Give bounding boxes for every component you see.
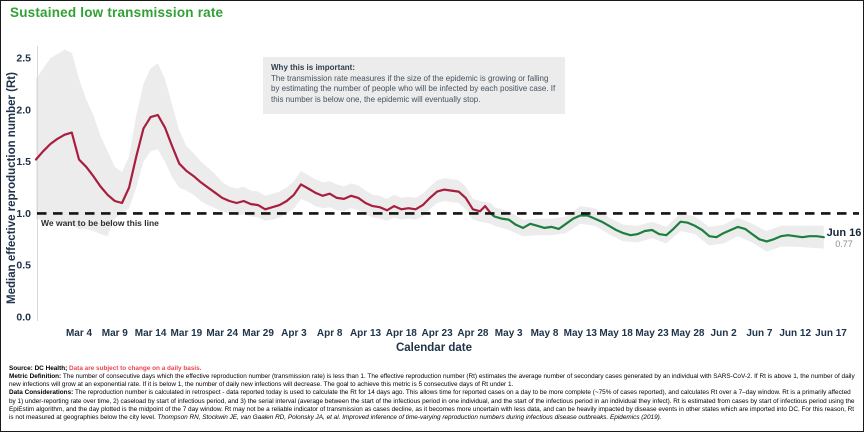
- y-tick-label: 1.5: [16, 156, 31, 169]
- x-tick-label: May 18: [599, 328, 633, 339]
- x-tick-label: Apr 28: [457, 328, 489, 339]
- latest-point-date: Jun 16: [826, 227, 862, 239]
- why-important-callout: [263, 57, 565, 114]
- rt-chart: [1, 1, 864, 363]
- below-line-annotation: We want to be below this line: [41, 218, 159, 228]
- x-tick-label: Apr 18: [385, 328, 417, 339]
- source-disclaimer: Data are subject to change on a daily basis.: [69, 365, 202, 372]
- y-axis-ticks: [16, 53, 31, 324]
- y-tick-label: 2.5: [16, 52, 31, 65]
- x-tick-label: May 13: [563, 328, 597, 339]
- y-tick-label: 0.0: [16, 311, 31, 324]
- x-axis-ticks: [66, 328, 847, 339]
- x-tick-label: Mar 4: [65, 328, 93, 339]
- x-tick-label: Jun 2: [710, 328, 737, 339]
- citation: Thompson RN, Stockwin JE, van Gaalen RD, Polonsky JA, et al. Improved inference of time-varying reproduction numbers during infectious disease outbreaks. Epidemics (2019).: [157, 413, 662, 421]
- latest-point-value: 0.77: [835, 239, 853, 250]
- page-title: Sustained low transmission rate: [10, 5, 224, 20]
- source-label: Source: DC Health;: [9, 365, 68, 372]
- x-tick-label: May 23: [635, 328, 669, 339]
- x-axis-title: Calendar date: [395, 342, 473, 354]
- footer-notes: [9, 365, 857, 422]
- y-tick-label: 0.5: [16, 259, 31, 272]
- y-axis-title: Median effective reproduction number (Rt): [6, 72, 18, 304]
- why-important-heading: Why this is important:: [271, 63, 355, 72]
- why-important-body: The transmission rate measures if the size of the epidemic is growing or falling by estimating the number of people who will be infected by each positive case. If this number is below one, the epidemic will eventually stop.: [271, 73, 556, 105]
- x-tick-label: Jun 12: [779, 328, 812, 339]
- y-tick-label: 1.0: [16, 207, 31, 220]
- y-tick-label: 2.0: [16, 104, 31, 117]
- x-tick-label: Mar 24: [206, 328, 239, 339]
- x-tick-label: Apr 13: [349, 328, 382, 339]
- x-tick-label: Mar 19: [170, 328, 203, 339]
- x-tick-label: Mar 29: [242, 328, 274, 339]
- x-tick-label: Apr 23: [421, 328, 453, 339]
- x-tick-label: Mar 9: [101, 328, 128, 339]
- latest-point-annotation: [821, 227, 864, 250]
- x-tick-label: Apr 3: [281, 328, 307, 339]
- x-tick-label: Mar 14: [134, 328, 167, 339]
- x-tick-label: May 28: [671, 328, 705, 339]
- x-tick-label: Jun 7: [746, 328, 773, 339]
- source-line: [9, 365, 857, 373]
- x-tick-label: Jun 17: [815, 328, 847, 339]
- x-tick-label: May 8: [530, 328, 559, 339]
- metric-definition: Metric Definition: The number of consecutive days which the effective reproduction number (transmission rate) is less than 1. The effective reproduction number (Rt) estimates the average number of secondary cases generated by an individual with SARS-CoV-2. If Rt is above 1, the number of daily new infections will grow at an exponential rate. If it is below 1, the number of daily new infections will decrease. The goal to achieve this metric is 5 consecutive days of Rt under 1.: [9, 373, 855, 389]
- x-tick-label: Apr 8: [316, 328, 343, 339]
- x-tick-label: May 3: [494, 328, 523, 339]
- data-considerations: Data Considerations: The reproduction number is calculated in retrospect - data reported today is used to calculate the Rt for 14 days ago. This allows time for reported cases on a day to be more complete (~75% of cases reported), and calculates Rt over a 7–day window. Rt is a primarily affected by 1) under-reporting rate over time, 2) caseload by start of infectious period, and 3) the serial interval (average between the start of the infectious period in one individual, and the start of the infectious period in an individual they infect). Rt is estimated from cases by start of infectious period using the EpiEstim algorithm, and the day plotted is the midpoint of the 7 day window. Rt may not be a reliable indicator of transmission as cases decline, as it becomes more uncertain with less data, and can be heavily impacted by disease events in other states which are imported into DC. For this reason, Rt is not measured at geographies below the city level. Thompson RN, Stockwin JE, van Gaalen RD, Polonsky JA, et al. Improved inference of time-varying reproduction numbers during infectious disease outbreaks. Epidemics (2019).: [9, 389, 855, 421]
